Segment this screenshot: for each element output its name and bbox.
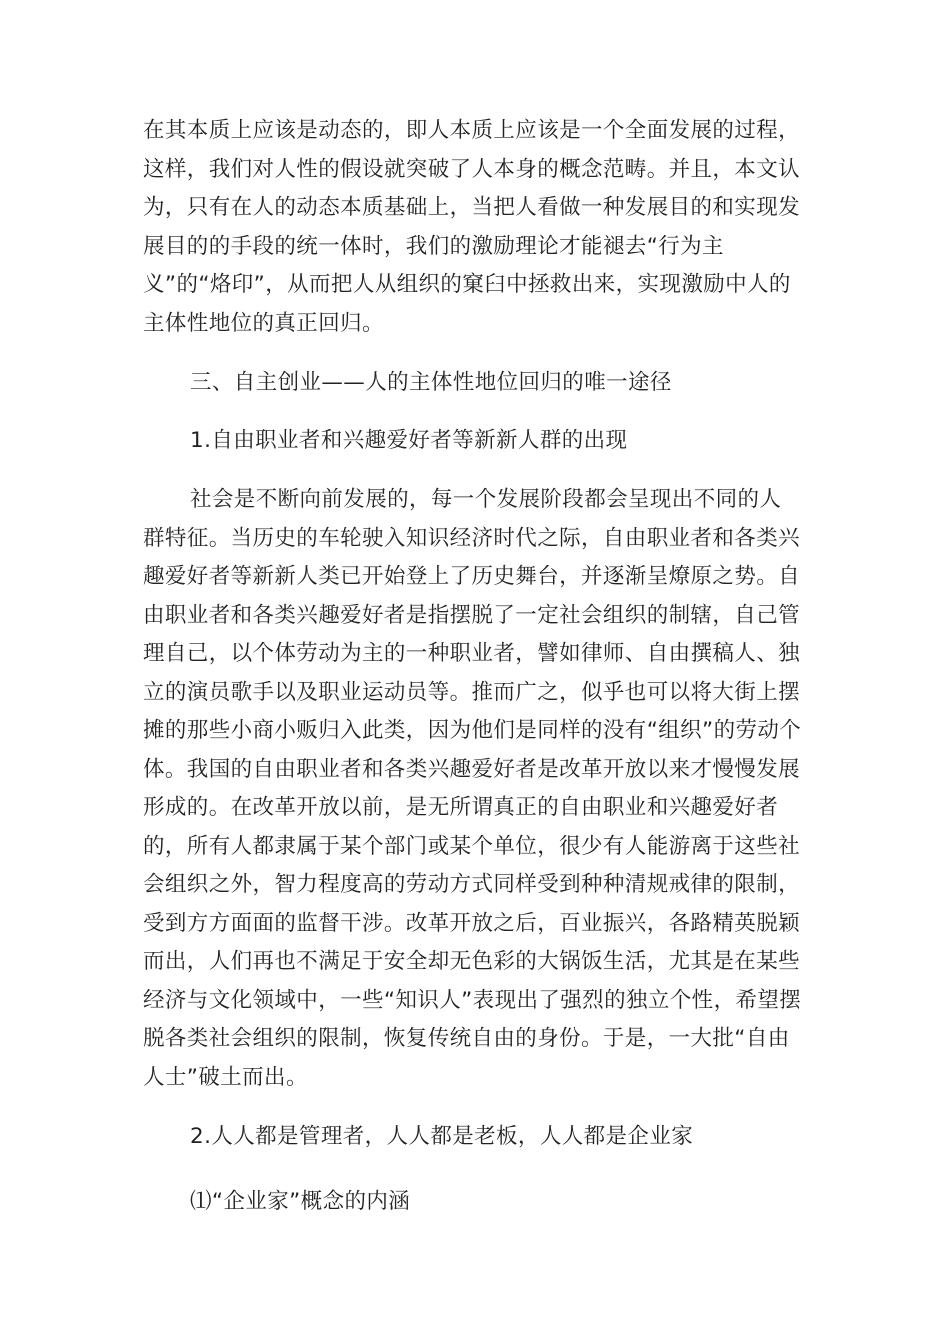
body-paragraph: 在其本质上应该是动态的，即人本质上应该是一个全面发展的过程，这样，我们对人性的假设就突破了人本身的概念范畴。并且，本文认为，只有在人的动态本质基础上，当把人看做一种发展目的和实现发展目的的手段的统一体时，我们的激励理论才能褪去“行为主义”的“烙印”，从而把人从组织的窠臼中拯救出来，实现激励中人的主体性地位的真正回归。 bbox=[143, 118, 801, 336]
section-heading: 三、自主创业——人的主体性地位回归的唯一途径 bbox=[190, 370, 672, 395]
body-paragraph: 社会是不断向前发展的，每一个发展阶段都会呈现出不同的人群特征。当历史的车轮驶入知识经济时代之际，自由职业者和各类兴趣爱好者等新新人类已开始登上了历史舞台，并逐渐呈燎原之势。自由职业者和各类兴趣爱好者是指摆脱了一定社会组织的制辖，自己管理自己，以个体劳动为主的一种职业者，譬如律师、自由撰稿人、独立的演员歌手以及职业运动员等。推而广之，似乎也可以将大街上摆摊的那些小商小贩归入此类，因为他们是同样的没有“组织”的劳动个体。我国的自由职业者和各类兴趣爱好者是改革开放以来才慢慢发展形成的。在改革开放以前，是无所谓真正的自由职业和兴趣爱好者的，所有人都隶属于某个部门或某个单位，很少有人能游离于这些社会组织之外，智力程度高的劳动方式同样受到种种清规戒律的限制，受到方方面面的监督干涉。改革开放之后，百业振兴，各路精英脱颖而出，人们再也不满足于安全却无色彩的大锅饭生活，尤其是在某些经济与文化领域中，一些“知识人”表现出了强烈的独立个性，希望摆脱各类社会组织的限制，恢复传统自由的身份。于是，一大批“自由人士”破土而出。 bbox=[143, 487, 802, 1090]
subsection-heading: 1.自由职业者和兴趣爱好者等新新人群的出现 bbox=[190, 428, 628, 453]
sub-item-heading: ⑴“企业家”概念的内涵 bbox=[190, 1189, 411, 1214]
subsection-heading: 2.人人都是管理者，人人都是老板，人人都是企业家 bbox=[190, 1124, 694, 1149]
